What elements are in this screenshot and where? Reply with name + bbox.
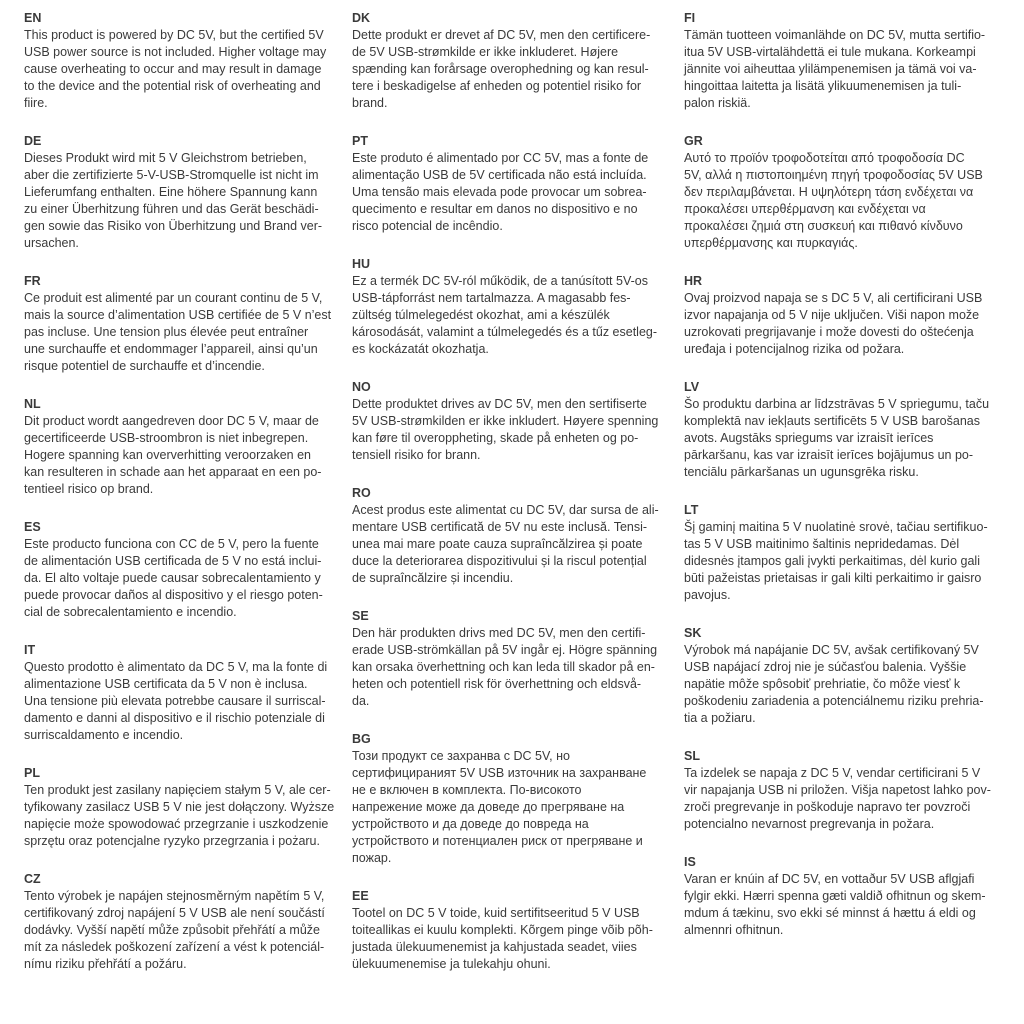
language-text: Този продукт се захранва с DC 5V, но сертифицираният 5V USB източник на захранване не е включен в комплекта. По-високото напрежение може да доведе до прегряване на устройството и да доведе до повреда на устройството и потенциален риск от прегряване и пожар. bbox=[352, 749, 647, 865]
language-text: Šį gaminį maitina 5 V nuolatinė srovė, tačiau sertifikuo- tas 5 V USB maitinimo šaltinis nepridedamas. Dėl didesnės įtampos gali įvykti perkaitimas, dėl kurio gali būti pažeistas prietaisas ir gali kilti perkaitimo ir gaisro pavojus. bbox=[684, 520, 988, 602]
language-section-it bbox=[24, 642, 352, 744]
language-section-es bbox=[24, 519, 352, 621]
column-3 bbox=[684, 10, 1012, 960]
language-section-hu bbox=[352, 256, 684, 358]
language-text: Tämän tuotteen voimanlähde on DC 5V, mutta sertifio- itua 5V USB-virtalähdettä ei tule mukana. Korkeampi jännite voi aiheuttaa ylilämpenemisen ja tämä voi va- hingoittaa laitetta ja lisätä ylikuumenemisen ja tuli- palon riskiä. bbox=[684, 28, 986, 110]
language-section-gr bbox=[684, 133, 1012, 252]
language-text: Este produto é alimentado por CC 5V, mas a fonte de alimentação USB de 5V certificada não está incluída. Uma tensão mais elevada pode provocar um sobrea- quecimento e resultar em danos no dispositivo e no risco potencial de incêndio. bbox=[352, 151, 649, 233]
language-code: EE bbox=[352, 889, 369, 903]
language-section-no bbox=[352, 379, 684, 464]
language-text: Varan er knúin af DC 5V, en vottaður 5V USB aflgjafi fylgir ekki. Hærri spenna gæti valdið ofhitnun og skem- mdum á tækinu, svo ekki sé minnst á hættu á eldi og almennri ofhitnun. bbox=[684, 872, 986, 937]
language-text: Tento výrobek je napájen stejnosměrným napětím 5 V, certifikovaný zdroj napájení 5 V USB ale není součástí dodávky. Vyšší napětí může způsobit přehřátí a může mít za následek poškození zařízení a vést k potenciál- nímu riziku přehřátí a požáru. bbox=[24, 889, 325, 971]
language-code: SL bbox=[684, 749, 700, 763]
language-section-sl bbox=[684, 748, 1012, 833]
language-text: Výrobok má napájanie DC 5V, avšak certifikovaný 5V USB napájací zdroj nie je súčasťou balenia. Vyššie napätie môže spôsobiť prehriatie, čo môže viesť k poškodeniu zariadenia a potenciálnemu riziku prehria- tia a požiaru. bbox=[684, 643, 984, 725]
language-text: Tootel on DC 5 V toide, kuid sertifitseeritud 5 V USB toiteallikas ei kuulu komplekti. Kõrgem pinge võib põh- justada ülekuumenemist ja kahjustada seadet, viies ülekuumenemise ja tulekahju ohuni. bbox=[352, 906, 653, 971]
language-section-pt bbox=[352, 133, 684, 235]
language-section-ro bbox=[352, 485, 684, 587]
language-code: LT bbox=[684, 503, 699, 517]
language-section-cz bbox=[24, 871, 352, 973]
language-text: Dieses Produkt wird mit 5 V Gleichstrom betrieben, aber die zertifizierte 5-V-USB-Stromquelle ist nicht im Lieferumfang enthalten. Eine höhere Spannung kann zu einer Überhitzung führen und das Gerät beschädi- gen sowie das Risiko von Überhitzung und Brand ver- ursachen. bbox=[24, 151, 323, 250]
language-text: Acest produs este alimentat cu DC 5V, dar sursa de ali- mentare USB certificată de 5V nu este inclusă. Tensi- unea mai mare poate cauza supraîncălzirea și poate duce la deteriorarea dispozitivului și la riscul potențial de supraîncălzire și incendiu. bbox=[352, 503, 659, 585]
language-section-de bbox=[24, 133, 352, 252]
language-code: NO bbox=[352, 380, 371, 394]
language-text: Ovaj proizvod napaja se s DC 5 V, ali certificirani USB izvor napajanja od 5 V nije uključen. Viši napon može uzrokovati pregrijavanje i može dovesti do oštećenja uređaja i potencijalnog rizika od požara. bbox=[684, 291, 983, 356]
language-code: RO bbox=[352, 486, 371, 500]
language-code: SK bbox=[684, 626, 702, 640]
language-text: Este producto funciona con CC de 5 V, pero la fuente de alimentación USB certificada de 5 V no está inclui- da. El alto voltaje puede causar sobrecalentamiento y puede provocar daños al dispositivo y el riesgo poten- cial de sobrecalentamiento e incendio. bbox=[24, 537, 323, 619]
language-code: LV bbox=[684, 380, 700, 394]
language-section-fr bbox=[24, 273, 352, 375]
language-section-sk bbox=[684, 625, 1012, 727]
language-text: Ta izdelek se napaja z DC 5 V, vendar certificirani 5 V vir napajanja USB ni priložen. Višja napetost lahko pov- zroči pregrevanje in poškoduje napravo ter povzroči potencialno nevarnost pregrevanja in požara. bbox=[684, 766, 991, 831]
language-code: GR bbox=[684, 134, 703, 148]
language-text: Αυτό το προϊόν τροφοδοτείται από τροφοδοσία DC 5V, αλλά η πιστοποιημένη πηγή τροφοδοσίας 5V USB δεν περιλαμβάνεται. Η υψηλότερη τάση ενδέχεται να προκαλέσει υπερθέρμανση και ενδέχεται να προκαλέσει ζημιά στη συσκευή και πιθανό κίνδυνο υπερθέρμανσης και πυρκαγιάς. bbox=[684, 151, 983, 250]
language-text: Dette produktet drives av DC 5V, men den sertifiserte 5V USB-strømkilden er ikke inkludert. Høyere spenning kan føre til overoppheting, skade på enheten og po- tensiell risiko for brann. bbox=[352, 397, 659, 462]
language-code: PT bbox=[352, 134, 368, 148]
language-text: Dette produkt er drevet af DC 5V, men den certificere- de 5V USB-strømkilde er ikke inkluderet. Højere spænding kan forårsage overophedning og kan resul- tere i beskadigelse af enheden og potentiel risiko for brand. bbox=[352, 28, 651, 110]
language-section-is bbox=[684, 854, 1012, 939]
language-section-lt bbox=[684, 502, 1012, 604]
language-section-se bbox=[352, 608, 684, 710]
language-section-fi bbox=[684, 10, 1012, 112]
language-text: Ce produit est alimenté par un courant continu de 5 V, mais la source d’alimentation USB certifiée de 5 V n’est pas incluse. Une tension plus élevée peut entraîner une surchauffe et endommager l’appareil, ainsi qu’un risque potentiel de surchauffe et d’incendie. bbox=[24, 291, 332, 373]
language-text: Den här produkten drivs med DC 5V, men den certifi- erade USB-strömkällan på 5V ingår ej. Högre spänning kan orsaka överhettning och kan leda till skador på en- heten och potentiell risk för överhettning och eldsvå- da. bbox=[352, 626, 658, 708]
language-code: EN bbox=[24, 11, 42, 25]
language-section-hr bbox=[684, 273, 1012, 358]
language-code: BG bbox=[352, 732, 371, 746]
language-code: SE bbox=[352, 609, 369, 623]
language-code: PL bbox=[24, 766, 40, 780]
language-columns bbox=[24, 10, 1012, 994]
language-text: This product is powered by DC 5V, but the certified 5V USB power source is not included. Higher voltage may cause overheating to occur and may result in damage to the device and the potential risk of overheating and fiire. bbox=[24, 28, 327, 110]
language-section-bg bbox=[352, 731, 684, 867]
language-code: DK bbox=[352, 11, 371, 25]
language-section-nl bbox=[24, 396, 352, 498]
language-text: Ten produkt jest zasilany napięciem stałym 5 V, ale cer- tyfikowany zasilacz USB 5 V nie jest dołączony. Wyższe napięcie może spowodować przegrzanie i uszkodzenie sprzętu oraz potencjalne ryzyko przegrzania i pożaru. bbox=[24, 783, 335, 848]
column-1 bbox=[24, 10, 352, 994]
language-section-lv bbox=[684, 379, 1012, 481]
column-2 bbox=[352, 10, 684, 994]
language-code: CZ bbox=[24, 872, 41, 886]
language-text: Dit product wordt aangedreven door DC 5 V, maar de gecertificeerde USB-stroombron is niet inbegrepen. Hogere spanning kan oververhitting veroorzaken en kan resulteren in schade aan het apparaat en een po- tentieel risico op brand. bbox=[24, 414, 322, 496]
language-code: NL bbox=[24, 397, 41, 411]
language-text: Ez a termék DC 5V-ról működik, de a tanúsított 5V-os USB-tápforrást nem tartalmazza. A magasabb fes- zültség túlmelegedést okozhat, ami a készülék károsodását, valamint a túlmelegedés és a tűz esetleg- es kockázatát okozhatja. bbox=[352, 274, 658, 356]
language-code: ES bbox=[24, 520, 41, 534]
language-section-en bbox=[24, 10, 352, 112]
language-code: HU bbox=[352, 257, 371, 271]
language-text: Šo produktu darbina ar līdzstrāvas 5 V spriegumu, taču komplektā nav iekļauts sertificēts 5 V USB barošanas avots. Augstāks spriegums var izraisīt ierīces pārkaršanu, kas var izraisīt ierīces bojājumus un po- tenciālu pārkaršanas un ugunsgrēka risku. bbox=[684, 397, 990, 479]
language-code: IT bbox=[24, 643, 36, 657]
language-code: FR bbox=[24, 274, 41, 288]
language-text: Questo prodotto è alimentato da DC 5 V, ma la fonte di alimentazione USB certificata da 5 V non è inclusa. Una tensione più elevata potrebbe causare il surriscal- damento e danni al dispositivo e il rischio potenziale di surriscaldamento e incendio. bbox=[24, 660, 328, 742]
language-section-dk bbox=[352, 10, 684, 112]
language-section-ee bbox=[352, 888, 684, 973]
language-code: IS bbox=[684, 855, 696, 869]
language-section-pl bbox=[24, 765, 352, 850]
language-code: DE bbox=[24, 134, 42, 148]
language-code: FI bbox=[684, 11, 696, 25]
language-code: HR bbox=[684, 274, 703, 288]
